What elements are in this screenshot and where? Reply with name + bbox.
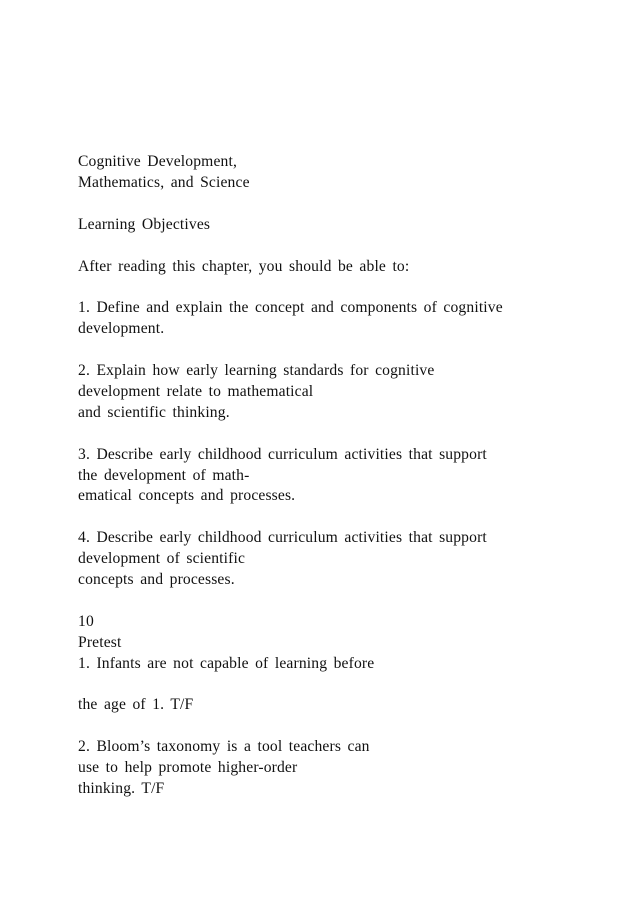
objective-4-line-1: 4. Describe early childhood curriculum activities that support bbox=[78, 529, 487, 547]
objective-2-line-1: 2. Explain how early learning standards for cognitive bbox=[78, 362, 435, 379]
pretest-question-2-line-2: use to help promote higher-order bbox=[78, 759, 298, 777]
pretest-heading: Pretest bbox=[78, 633, 122, 651]
pretest-question-1-line-1: 1. Infants are not capable of learning before bbox=[78, 654, 375, 672]
objective-4-line-2: development of scientific bbox=[78, 550, 246, 568]
objective-1 bbox=[78, 298, 618, 340]
chapter-title bbox=[78, 152, 618, 194]
intro-paragraph bbox=[78, 257, 618, 278]
objective-3-line-1: 3. Describe early childhood curriculum activities that support bbox=[78, 445, 487, 463]
section-heading bbox=[78, 215, 618, 236]
objective-3-line-3: ematical concepts and processes. bbox=[78, 487, 296, 505]
intro-line: After reading this chapter, you should be able to: bbox=[78, 257, 410, 275]
objective-3-line-2: the development of math- bbox=[78, 466, 250, 484]
pretest-block bbox=[78, 612, 618, 675]
objective-2-line-2: development relate to mathematical bbox=[78, 382, 314, 400]
objective-2-line-3: and scientific thinking. bbox=[78, 403, 230, 421]
pretest-question-1-continuation bbox=[78, 695, 618, 716]
objective-4-line-3: concepts and processes. bbox=[78, 571, 235, 589]
learning-objectives-heading: Learning Objectives bbox=[78, 215, 211, 233]
objective-4 bbox=[78, 528, 618, 591]
objective-3 bbox=[78, 445, 618, 508]
chapter-title-line-1: Cognitive Development, bbox=[78, 153, 238, 170]
pretest-question-2-line-3: thinking. T/F bbox=[78, 780, 165, 798]
pretest-question-1-line-2: the age of 1. T/F bbox=[78, 696, 194, 714]
chapter-number: 10 bbox=[78, 612, 94, 630]
document-body bbox=[78, 152, 618, 821]
chapter-title-line-2: Mathematics, and Science bbox=[78, 173, 250, 191]
objective-2 bbox=[78, 361, 618, 424]
pretest-question-2 bbox=[78, 737, 618, 800]
objective-1-line-2: development. bbox=[78, 320, 165, 338]
pretest-question-2-line-1: 2. Bloom’s taxonomy is a tool teachers can bbox=[78, 738, 370, 756]
objective-1-line-1: 1. Define and explain the concept and components of cognitive bbox=[78, 299, 503, 317]
